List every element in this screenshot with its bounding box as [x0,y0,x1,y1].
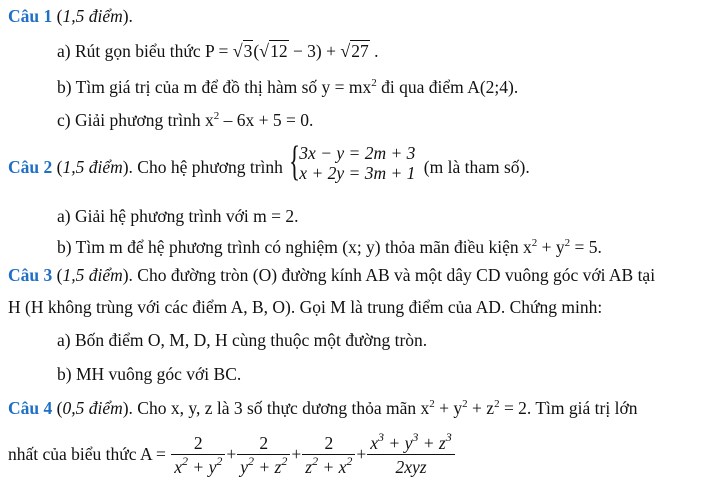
question-1-heading: Câu 1 (1,5 điểm). [8,6,133,26]
question-1b [57,77,518,97]
question-outro: (m là tham số). [419,157,530,178]
fraction-4 [367,432,454,479]
fraction-3 [302,432,355,479]
exponent: 2 [281,454,288,469]
exponent: 2 [346,454,353,469]
exponent: 2 [312,454,319,469]
intro-mid: + y [434,398,463,418]
fraction-2 [237,432,290,479]
exponent: 2 [429,398,435,410]
item-text: c) Giải phương trình x [57,110,214,130]
question-intro: ). Cho x, y, z là 3 số thực dương thỏa mãn x [122,398,430,418]
den-term: z [305,457,313,478]
sqrt-27: √27 [340,41,369,61]
denominator [302,454,355,479]
sqrt-value: 27 [351,41,369,61]
question-intro: ). Cho hệ phương trình [122,157,288,178]
item-mid: + y [537,237,565,257]
plus-sign: + [356,444,367,464]
numerator [367,432,454,454]
item-tail: – 6x + 5 = 0. [219,110,314,130]
den-term: + z [254,457,282,478]
den-term: x [174,457,183,478]
question-points: 0,5 điểm [62,398,123,418]
exponent: 2 [182,454,189,469]
numerator: 2 [259,433,269,454]
question-2a [57,206,299,226]
expr-end: . [369,41,379,61]
exponent: 2 [462,398,468,410]
fraction-1 [171,432,225,479]
question-3a [57,330,427,350]
question-label: Câu 1 [8,6,53,26]
equation-2: x + 2y = 3m + 1 [299,163,416,183]
item-tail: đi qua điểm A(2;4). [376,77,519,97]
sqrt-12: √12 [259,41,288,61]
sqrt-value: 12 [270,41,288,61]
question-intro: ). Cho đường tròn (O) đường kính AB và một dây CD vuông góc với AB tại [122,265,656,285]
den-term: y [240,457,248,478]
left-brace-icon: { [289,139,301,185]
exponent: 2 [216,454,223,469]
item-text: a) Bốn điểm O, M, D, H cùng thuộc một đường tròn. [57,330,428,350]
numerator: 2 [193,433,203,454]
question-2-heading: Câu 2 (1,5 điểm). Cho hệ phương trình { 3x − y = 2m + 3 x + 2y = 3m + 1 (m là tham số). [8,143,530,195]
item-text: b) MH vuông góc với BC. [57,364,242,384]
expr-mid: − 3) [288,41,322,61]
exponent: 2 [531,237,538,249]
intro-tail: = 2. Tìm giá trị lớn [499,398,638,418]
exponent: 2 [213,110,220,122]
question-3-line2 [8,297,602,317]
question-3-heading: Câu 3 (1,5 điểm). Cho đường tròn (O) đường kính AB và một dây CD vuông góc với AB tại [8,265,656,285]
expr-plus: + [321,41,341,61]
question-label: Câu 3 [8,265,53,285]
question-points: 1,5 điểm [62,157,123,178]
question-4-line2 [8,430,456,479]
plus-sign: + [291,444,302,464]
question-1c [57,110,313,130]
points-suffix: ). [122,6,133,26]
num-term: + z [418,433,446,454]
denominator: 2xyz [367,454,454,479]
sqrt-3: √3 [232,41,253,61]
question-3b [57,364,241,384]
item-tail: = 5. [570,237,602,257]
equation-system [289,139,416,195]
question-4-heading: Câu 4 (0,5 điểm). Cho x, y, z là 3 số thực dương thỏa mãn $x^2 + y^2 + z^2 = 2$. Tìm giá trị lớn [8,398,638,418]
exponent: 2 [371,77,377,89]
denominator [171,454,225,479]
denominator [237,454,290,479]
intro-mid: + z [467,398,495,418]
exponent: 2 [248,454,254,469]
exponent: 3 [378,430,385,445]
question-text: nhất của biểu thức A = [8,444,171,464]
exponent: 3 [445,430,452,445]
exponent: 3 [412,430,419,445]
plus-sign: + [226,444,237,464]
item-text: a) Giải hệ phương trình với m = 2. [57,206,299,226]
question-points: 1,5 điểm [62,265,123,285]
den-term: + y [188,457,217,478]
equation-1: 3x − y = 2m + 3 [299,143,416,163]
question-text: H (H không trùng với các điểm A, B, O). Gọi M là trung điểm của AD. Chứng minh: [8,297,603,317]
item-text: b) Tìm giá trị của m để đồ thị hàm số y = mx [57,77,372,97]
num-term: x [370,433,379,454]
den-term: + x [318,457,347,478]
num-term: + y [384,433,413,454]
question-label: Câu 2 [8,157,53,178]
question-1a: a) Rút gọn biểu thức P = √3(√12 − 3) + √27 . [57,41,379,61]
item-text: b) Tìm m để hệ phương trình có nghiệm (x; y) thỏa mãn điều kiện x [57,237,532,257]
exponent: 2 [564,237,571,249]
sqrt-value: 3 [243,41,253,61]
question-label: Câu 4 [8,398,53,418]
exponent: 2 [494,398,500,410]
item-text: a) Rút gọn biểu thức P = [57,41,233,61]
question-2b [57,237,602,257]
numerator: 2 [324,433,334,454]
question-points: 1,5 điểm [62,6,123,26]
